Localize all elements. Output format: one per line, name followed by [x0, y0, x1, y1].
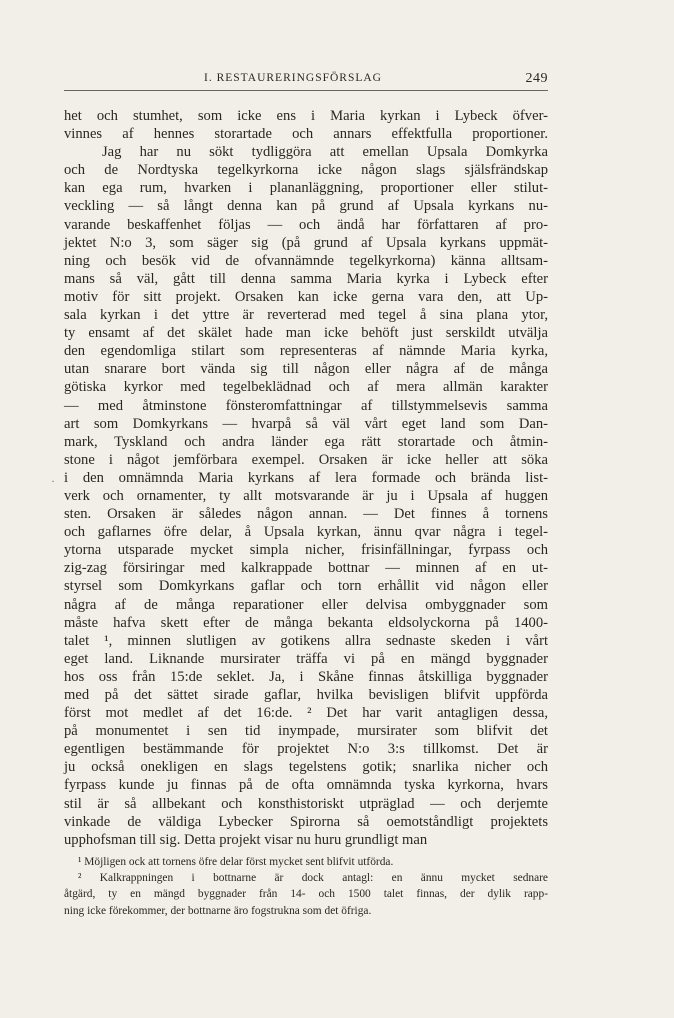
body-line: hos oss från 15:de seklet. Ja, i Skåne finnas åtskilliga byggnader [64, 668, 548, 685]
body-line: utan snarare bort vända sig till någon eller några af de många [64, 361, 548, 378]
footnote-line: ning icke förekommer, der bottnarne äro fogstrukna som det öfriga. [64, 904, 372, 917]
body-line: upphofsman till sig. Detta projekt visar nu huru grundligt man [64, 831, 428, 848]
body-line: motiv för sitt projekt. Orsaken kan icke gerna vara den, att Up- [64, 288, 548, 305]
body-line: stil är så allbekant och konsthistoriskt utpräglad — och derjemte [64, 795, 548, 812]
body-line: måste hafva skett efter de många bekanta eldsolyckorna på 1400- [64, 614, 548, 631]
footnote-line: ² Kalkrappningen i bottnarne är dock antagl: en ännu mycket sednare [78, 872, 548, 885]
body-line: eget land. Liknande mursirater träffa vi på en mängd byggnader [64, 650, 548, 667]
body-line: fyrpass kunde ju finnas på de ofta omnämnda tyska kyrkorna, hvars [64, 777, 548, 794]
body-line: sala kyrkan i det yttre är reverterad med tegel å sina plana ytor, [64, 307, 548, 324]
body-line: på monumentet i sen tid inympade, mursirater som blifvit det [64, 723, 548, 740]
body-line: jektet N:o 3, som säger sig (på grund af Upsala kyrkans uppmät- [64, 234, 548, 251]
page-number: 249 [525, 71, 548, 86]
body-line: art som Domkyrkans — hvarpå så väl vårt eget land som Dan- [64, 415, 548, 432]
body-line: ytorna utsparade mycket simpla nicher, frisinfällningar, fyrpass och [64, 542, 548, 559]
body-line: mark, Tyskland och andra länder ega rätt storartade och åtmin- [64, 433, 548, 450]
body-line: vinnes af hennes storartade och annars effektfulla proportioner. [64, 126, 548, 143]
footnote-line: åtgärd, ty en mängd byggnader från 14- och 1500 talet finnas, der dylik rapp- [64, 888, 548, 901]
body-line: verk och ornamenter, ty allt motsvarande är ju i Upsala af huggen [64, 487, 548, 504]
footnote-line: ¹ Möjligen ock att tornens öfre delar först mycket sent blifvit utförda. [78, 856, 394, 868]
body-line: den egendomliga stilart som representeras af nämnde Maria kyrka, [64, 343, 548, 360]
body-text [64, 107, 548, 849]
body-line: i den omnämnda Maria kyrkans af lera formade och brända list- [64, 469, 548, 486]
footnotes [64, 854, 548, 919]
body-line: zig-zag försiringar med kalkrappade bottnar — minnen af en ut- [64, 560, 548, 577]
body-line: med på det sättet sirade gaflar, hvilka bevisligen blifvit uppförda [64, 687, 548, 703]
body-line: het och stumhet, som icke ens i Maria kyrkan i Lybeck öfver- [64, 108, 548, 124]
body-line: ju också onekligen en slags tegelstens gotik; snarlika nicher och [64, 759, 548, 776]
body-line: några af de många reparationer eller delvisa ombyggnader som [64, 596, 548, 613]
body-line: vinkade de väldiga Lybecker Spirorna så oemotståndligt projektets [64, 813, 548, 830]
body-line: ning och besök vid de ofvannämnde tegelkyrkorna) känna alltsam- [64, 252, 548, 269]
body-line: Jag har nu sökt tydliggöra att emellan Upsala Domkyrka [102, 144, 548, 161]
body-line: kan ega rum, hvarken i plananläggning, proportioner eller stilut- [64, 180, 548, 197]
body-line: götiska kyrkor med tegelbeklädnad och af mera allmän karakter [64, 379, 548, 396]
body-line: ty ensamt af det skälet hade man icke behöft just serskildt utvälja [64, 325, 548, 342]
body-line: styrsel som Domkyrkans gaflar och torn erhållit vid någon eller [64, 578, 548, 595]
margin-mark: · [51, 474, 55, 488]
running-header [64, 72, 548, 90]
body-line: sten. Orsaken är således någon annan. — Det finnes å tornens [64, 506, 548, 523]
body-line: och de Nordtyska tegelkyrkorna icke någon slags själsfrändskap [64, 162, 548, 179]
body-line: först mot medlet af det 16:de. ² Det har varit antagligen dessa, [64, 705, 548, 722]
body-line: egentligen bestämmande för projektet N:o 3:s tillkomst. Det är [64, 741, 548, 758]
header-rule [64, 90, 548, 91]
body-line: och gaflarnes öfre delar, å Upsala kyrkan, ännu qvar några i tegel- [64, 524, 548, 541]
body-line: talet ¹, minnen slutligen av gotikens allra sednaste skeden i vårt [64, 632, 548, 649]
body-line: varande beskaffenhet följas — och ändå har författaren af pro- [64, 216, 548, 233]
body-line: mans så väl, gått till denna samma Maria kyrka i Lybeck efter [64, 270, 548, 287]
body-line: stone i något jemförbara exempel. Orsaken är icke heller att söka [64, 451, 548, 468]
body-line: veckling — så långt denna kan på grund af Upsala kyrkans nu- [64, 198, 548, 215]
body-line: — med åtminstone fönsteromfattningar af tillstymmelsevis samma [64, 397, 548, 414]
header-title: I. RESTAURERINGSFÖRSLAG [204, 72, 382, 84]
